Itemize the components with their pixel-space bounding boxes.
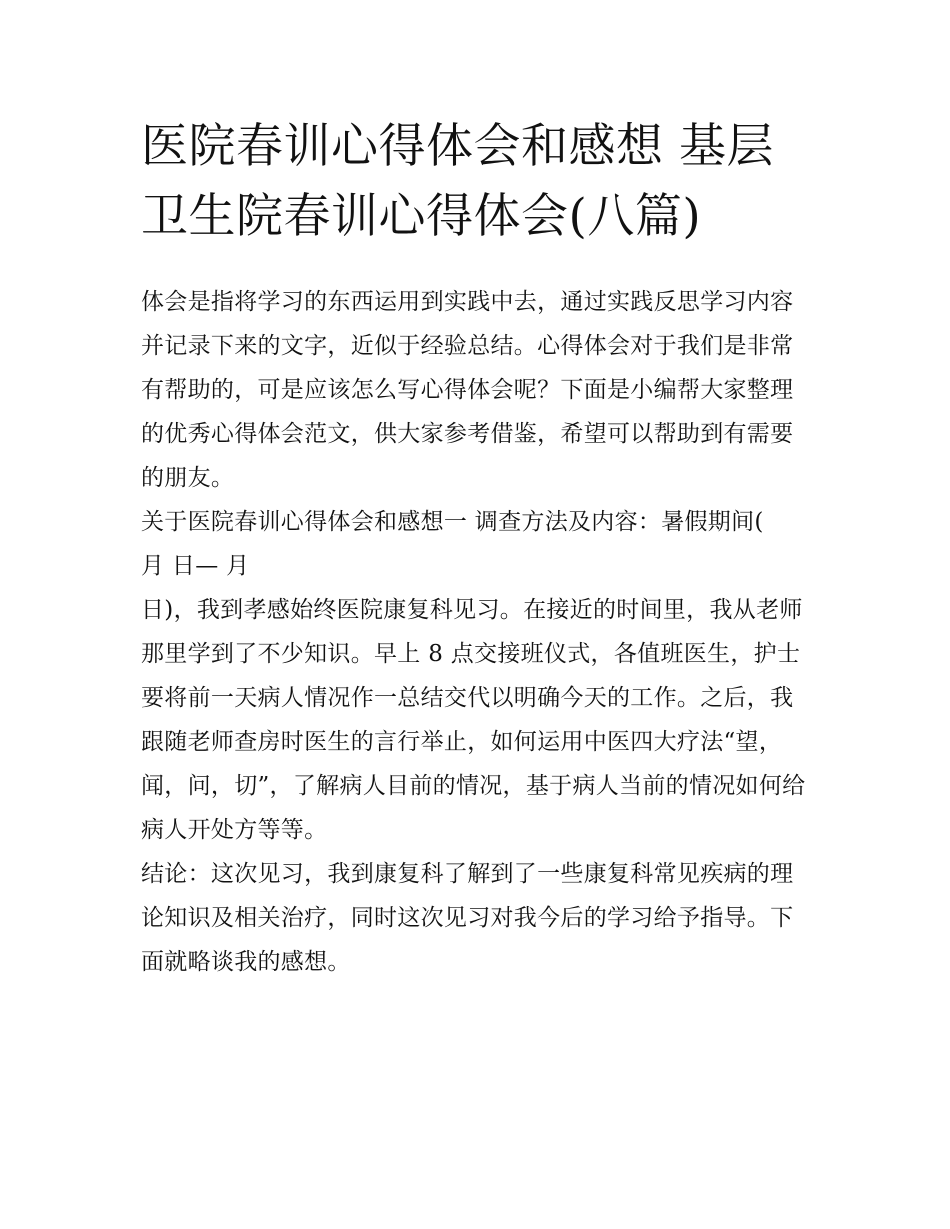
document-title <box>141 112 813 252</box>
intro-paragraph: 体会是指将学习的东西运用到实践中去，通过实践反思学习内容并记录下来的文字，近似于经验总结。心得体会对于我们是非常有帮助的，可是应该怎么写心得体会呢？下面是小编帮大家整理的优秀心得体会范文，供大家参考借鉴，希望可以帮助到有需要的朋友。 <box>141 289 794 491</box>
title-line-1: 医院春训心得体会和感想 基层 <box>141 119 774 174</box>
document-body <box>141 112 813 984</box>
date-range-fragment: 月 日— 月 <box>141 553 250 579</box>
section-heading-paragraph: 关于医院春训心得体会和感想一 调查方法及内容：暑假期间( <box>141 509 764 535</box>
conclusion-paragraph: 结论：这次见习，我到康复科了解到了一些康复科常见疾病的理论知识及相关治疗，同时这次见习对我今后的学习给予指导。下面就略谈我的感想。 <box>141 861 794 975</box>
internship-paragraph: 日)，我到孝感始终医院康复科见习。在接近的时间里，我从老师那里学到了不少知识。早上 8 点交接班仪式，各值班医生，护士要将前一天病人情况作一总结交代以明确今天的工作。之后，我跟随老师查房时医生的言行举止，如何运用中医四大疗法“望，闻，问，切”，了解病人目前的情况，基于病人当前的情况如何给病人开处方等等。 <box>141 597 806 843</box>
title-line-2: 卫生院春训心得体会(八篇) <box>141 189 702 244</box>
